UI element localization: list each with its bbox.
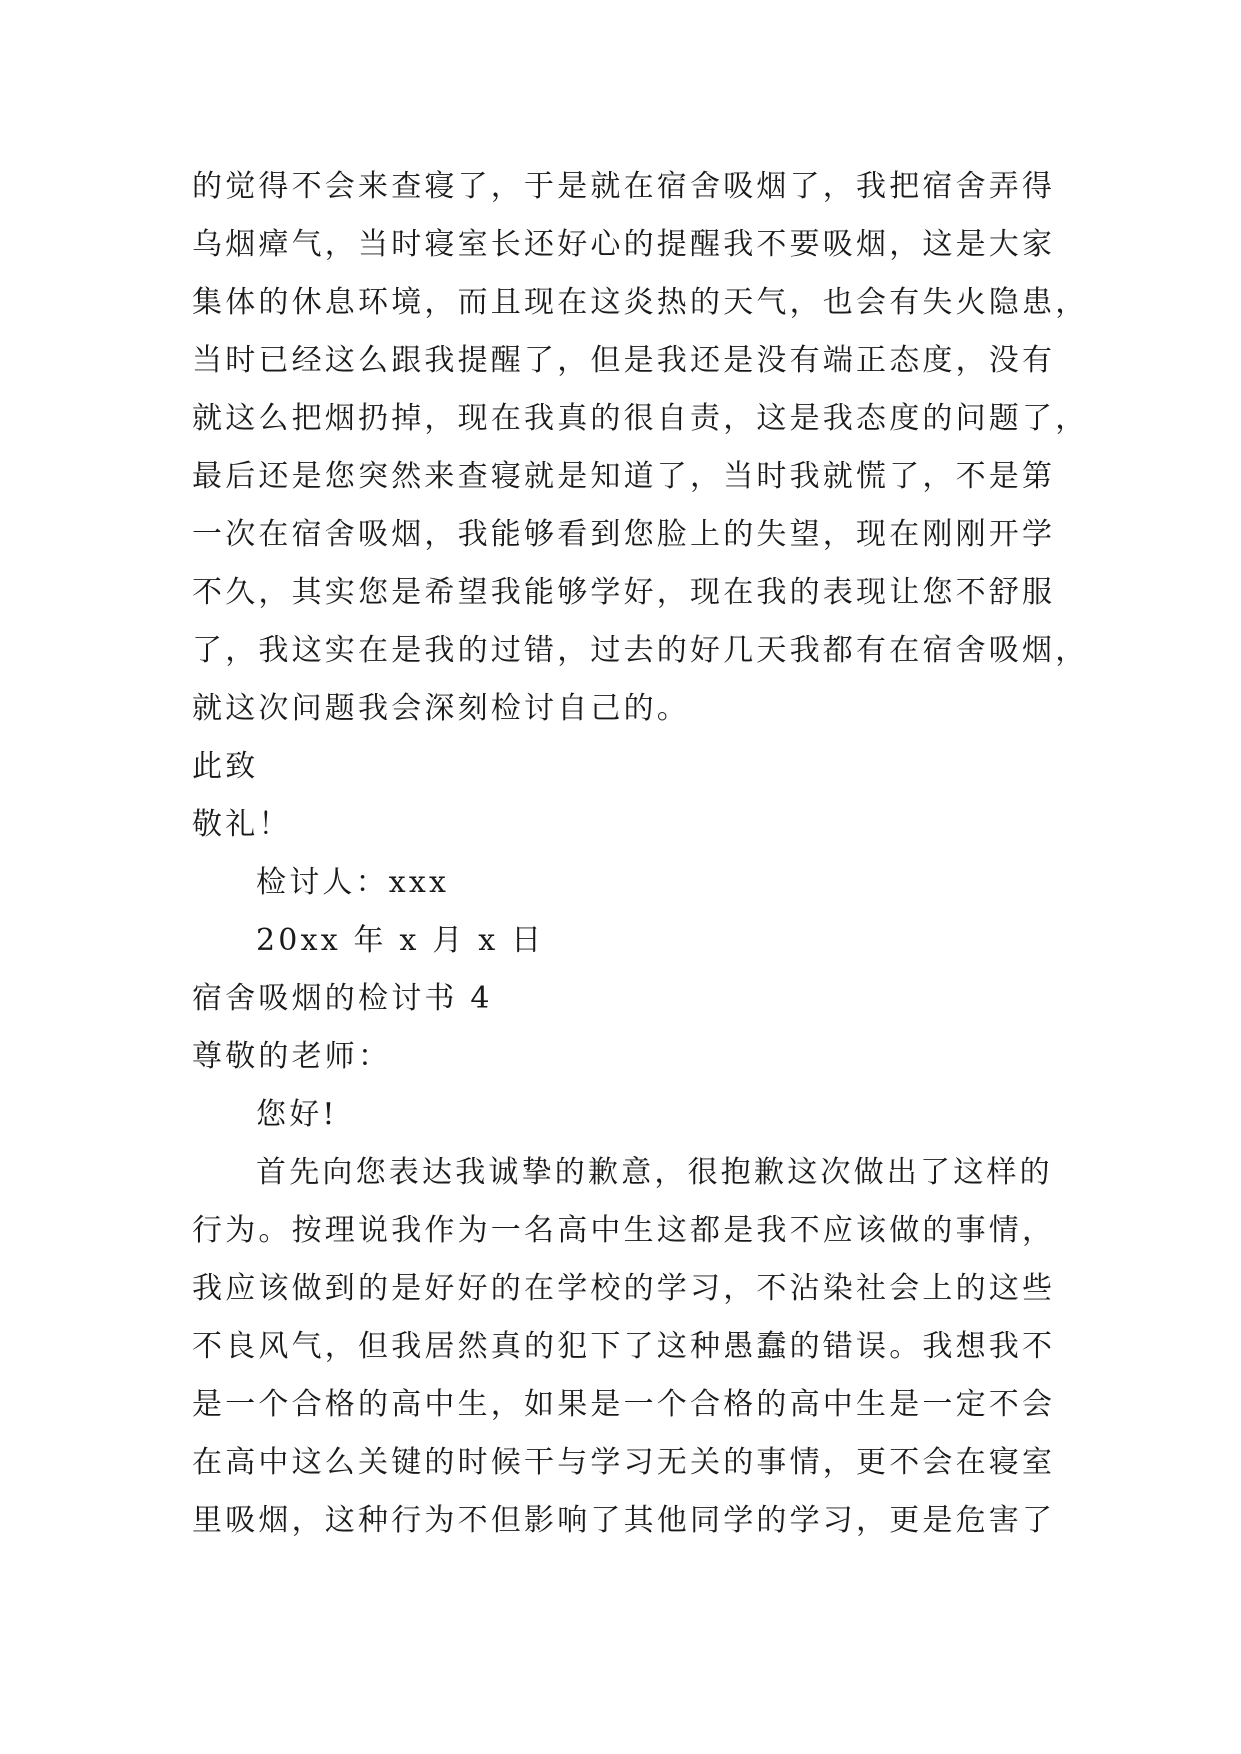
paragraph-line: 就这么把烟扔掉，现在我真的很自责，这是我态度的问题了， [192,401,1089,436]
closing-regards: 敬礼！ [192,807,292,842]
paragraph-line: 的觉得不会来查寝了，于是就在宿舍吸烟了，我把宿舍弄得 [192,169,1056,204]
paragraph-line: 当时已经这么跟我提醒了，但是我还是没有端正态度，没有 [192,343,1056,378]
section-title: 宿舍吸烟的检讨书 4 [192,981,493,1016]
closing-salutation: 此致 [192,749,259,784]
paragraph-line: 不久，其实您是希望我能够学好，现在我的表现让您不舒服 [192,575,1056,610]
paragraph-line: 就这次问题我会深刻检讨自己的。 [192,691,690,726]
document-page [192,158,1089,1550]
paragraph-line: 集体的休息环境，而且现在这炎热的天气，也会有失火隐患， [192,285,1089,320]
paragraph-line: 在高中这么关键的时候干与学习无关的事情，更不会在寝室 [192,1445,1056,1480]
paragraph-line: 行为。按理说我作为一名高中生这都是我不应该做的事情， [192,1213,1056,1248]
paragraph-line: 一次在宿舍吸烟，我能够看到您脸上的失望，现在刚刚开学 [192,517,1056,552]
paragraph-line: 不良风气，但我居然真的犯下了这种愚蠢的错误。我想我不 [192,1329,1056,1364]
paragraph-line: 乌烟瘴气，当时寝室长还好心的提醒我不要吸烟，这是大家 [192,227,1056,262]
greeting-recipient: 尊敬的老师： [192,1039,392,1074]
signature-author: 检讨人：xxx [256,865,450,900]
paragraph-line: 是一个合格的高中生，如果是一个合格的高中生是一定不会 [192,1387,1056,1422]
paragraph-line: 我应该做到的是好好的在学校的学习，不沾染社会上的这些 [192,1271,1056,1306]
paragraph-line: 最后还是您突然来查寝就是知道了，当时我就慌了，不是第 [192,459,1056,494]
signature-date: 20xx 年 x 月 x 日 [256,923,545,958]
paragraph-line: 首先向您表达我诚挚的歉意，很抱歉这次做出了这样的 [256,1155,1053,1190]
paragraph-line: 里吸烟，这种行为不但影响了其他同学的学习，更是危害了 [192,1503,1056,1538]
greeting: 您好! [256,1097,338,1132]
paragraph-line: 了，我这实在是我的过错，过去的好几天我都有在宿舍吸烟， [192,633,1089,668]
